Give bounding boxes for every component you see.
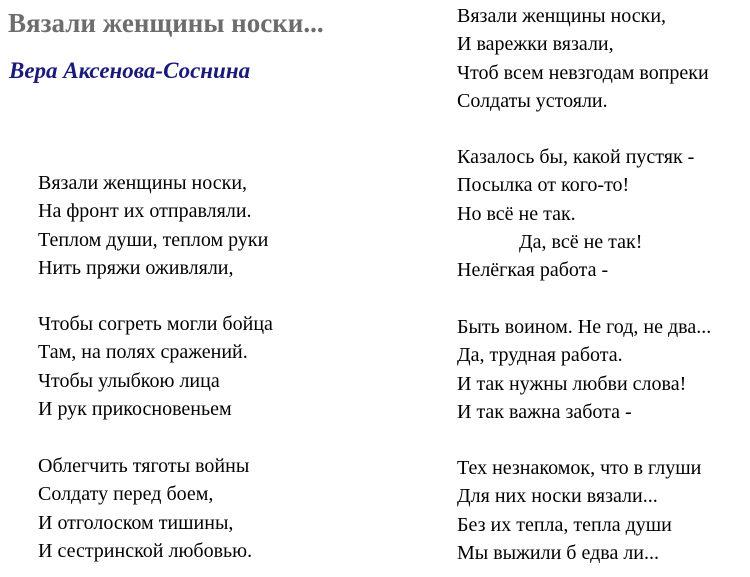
poem-line: Нить пряжи оживляли, <box>38 256 234 279</box>
stanza-left-2 <box>38 310 273 423</box>
poem-line-indented: Да, всё не так! <box>519 230 643 253</box>
poem-line: Там, на полях сражений. <box>38 341 248 364</box>
stanza-left-3 <box>38 452 252 565</box>
poem-line: Чтобы согреть могли бойца <box>38 313 273 335</box>
stanza-left-1 <box>38 169 268 282</box>
poem-author: Вера Аксенова-Соснина <box>9 58 251 83</box>
poem-line: Солдату перед боем, <box>38 483 214 506</box>
poem-line: И рук прикосновеньем <box>38 397 232 420</box>
poem-title: Вязали женщины носки... <box>8 8 324 38</box>
poem-line: Казалось бы, какой пустяк - <box>457 146 695 168</box>
poem-line: На фронт их отправляли. <box>38 200 252 223</box>
poem-line: Без их тепла, тепла души <box>457 513 672 536</box>
poem-line: И сестринской любовью. <box>38 539 253 562</box>
poem-line: И так важна забота - <box>457 400 632 423</box>
poem-line: И варежки вязали, <box>457 33 614 56</box>
poem-line: Облегчить тяготы войны <box>38 455 250 477</box>
poem-line: И отголоском тишины, <box>38 511 234 534</box>
poem-line: Быть воином. Не год, не два... <box>457 316 712 338</box>
poem-line: Но всё не так. <box>457 202 576 225</box>
stanza-right-3 <box>457 313 711 426</box>
poem-line: Для них носки вязали... <box>457 485 658 508</box>
poem-line: Теплом души, теплом руки <box>38 228 269 251</box>
poem-line: Посылка от кого-то! <box>457 174 630 197</box>
stanza-right-1 <box>457 2 709 115</box>
poem-line: Да, трудная работа. <box>457 344 623 367</box>
poem-line: Чтобы улыбкою лица <box>38 369 220 392</box>
poem-line: Тех незнакомок, что в глуши <box>457 457 702 479</box>
poem-line: Чтоб всем невзгодам вопреки <box>457 61 709 84</box>
stanza-right-2 <box>457 143 694 284</box>
poem-line: Мы выжили б едва ли... <box>457 541 660 564</box>
poem-line: Вязали женщины носки, <box>38 172 248 194</box>
poem-line: Нелёгкая работа - <box>457 259 609 282</box>
stanza-right-4 <box>457 454 701 567</box>
poem-line: И так нужны любви слова! <box>457 372 687 395</box>
poem-line: Вязали женщины носки, <box>457 5 667 27</box>
poem-line: Солдаты устояли. <box>457 89 608 112</box>
